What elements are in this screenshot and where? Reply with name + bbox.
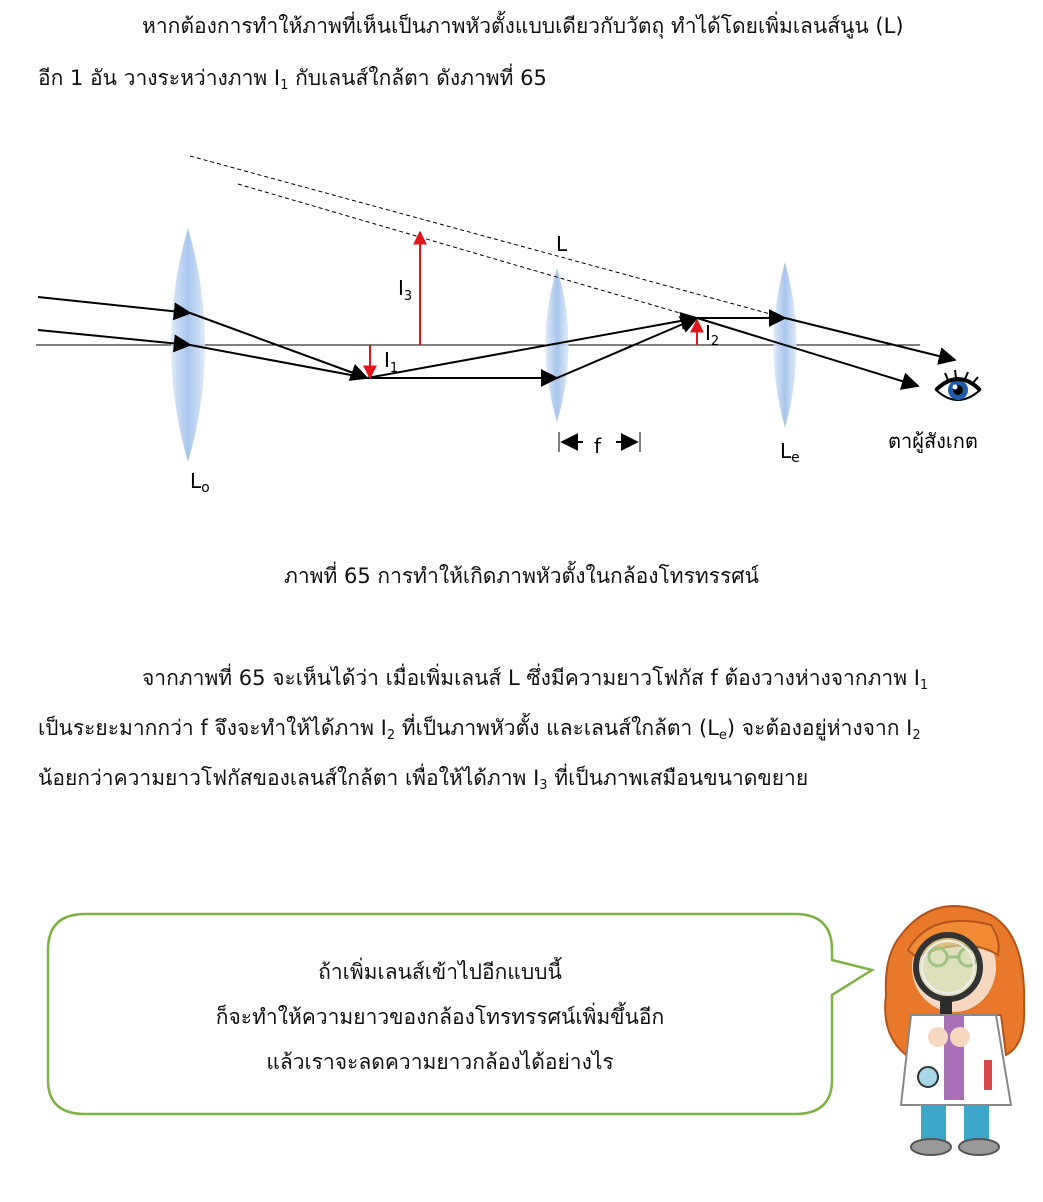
label-f: f [594,434,602,458]
optics-diagram [0,120,1043,510]
label-Lo: $L_o$ [190,469,210,496]
dashed-ray-upper [190,156,785,318]
label-L: L [556,232,568,256]
label-I2: $I_2$ [705,321,720,349]
label-I1: $I_1$ [384,348,399,376]
scientist-girl-icon [876,895,1036,1160]
label-I3: $I_3$ [398,276,413,304]
label-observer: ตาผู้สังเกต [888,429,978,453]
bubble-line-1: ถ้าเพิ่มเลนส์เข้าไปอีกแบบนี้ [318,960,562,984]
dashed-ray-lower [238,184,697,318]
eye-icon [936,370,980,400]
bubble-text [60,950,820,1085]
bubble-line-3: แล้วเราจะลดความยาวกล้องได้อย่างไร [266,1050,614,1074]
figure-caption: ภาพที่ 65 การทำให้เกิดภาพหัวตั้งในกล้องโทรทรรศน์ [284,564,759,588]
label-Le: $L_e$ [780,439,800,466]
bubble-line-2: ก็จะทำให้ความยาวของกล้องโทรทรรศน์เพิ่มขึ้นอีก [215,1005,665,1029]
body-line-3: น้อยกว่าความยาวโฟกัสของเลนส์ใกล้ตา เพื่อให้ได้ภาพ $I_3$ ที่เป็นภาพเสมือนขนาดขยาย [38,766,809,793]
body-line-2: เป็นระยะมากกว่า f จึงจะทำให้ได้ภาพ $I_2$ ที่เป็นภาพหัวตั้ง และเลนส์ใกล้ตา $(L_e)$ จะต้องอยู่ห่างจาก $I_2$ [38,716,921,743]
body-line-1: จากภาพที่ 65 จะเห็นได้ว่า เมื่อเพิ่มเลนส์ L ซึ่งมีความยาวโฟกัส f ต้องวางห่างจากภาพ $I_1$ [142,666,929,693]
intro-line-2: อีก 1 อัน วางระหว่างภาพ $I_1$ กับเลนส์ใกล้ตา ดังภาพที่ 65 [38,66,547,93]
intro-line-1: หากต้องการทำให้ภาพที่เห็นเป็นภาพหัวตั้งแบบเดียวกับวัตถุ ทำได้โดยเพิ่มเลนส์นูน (L) [142,14,904,38]
